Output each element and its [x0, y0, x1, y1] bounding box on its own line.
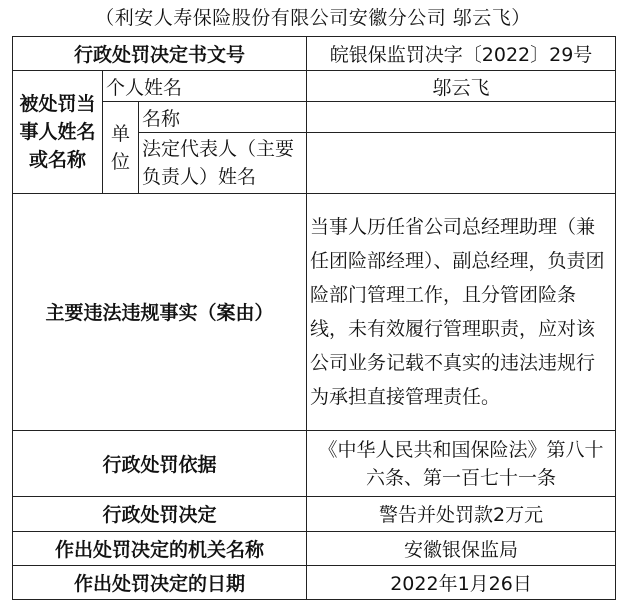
individual-name-label: 个人姓名 — [103, 71, 307, 102]
penalty-table — [12, 36, 616, 600]
legal-rep-value — [307, 133, 616, 193]
unit-name-label: 名称 — [139, 102, 307, 133]
row-doc-number — [13, 37, 616, 71]
row-decision — [13, 497, 616, 531]
document-caption: （利安人寿保险股份有限公司安徽分公司 邬云飞） — [95, 7, 531, 29]
facts-value: 当事人历任省公司总经理助理（兼任团险部经理）、副总经理，负责团险部门管理工作，且分管团险条线，未有效履行管理职责，应对该公司业务记载不真实的违法违规行为承担直接管理责任。 — [307, 193, 616, 430]
authority-value: 安徽银保监局 — [307, 531, 616, 565]
row-unit-name — [13, 102, 616, 133]
row-individual — [13, 71, 616, 102]
decision-label: 行政处罚决定 — [13, 497, 307, 531]
basis-label: 行政处罚依据 — [13, 431, 307, 497]
date-label: 作出处罚决定的日期 — [13, 565, 307, 599]
decision-value: 警告并处罚款2万元 — [307, 497, 616, 531]
doc-number-label: 行政处罚决定书文号 — [13, 37, 307, 71]
date-value: 2022年1月26日 — [307, 565, 616, 599]
legal-rep-label: 法定代表人（主要负责人）姓名 — [139, 133, 307, 193]
doc-number-value: 皖银保监罚决字〔2022〕29号 — [307, 37, 616, 71]
unit-name-value — [307, 102, 616, 133]
basis-value: 《中华人民共和国保险法》第八十六条、第一百七十一条 — [307, 431, 616, 497]
row-authority — [13, 531, 616, 565]
facts-label: 主要违法违规事实（案由） — [13, 193, 307, 430]
party-label: 被处罚当事人姓名或名称 — [13, 71, 103, 194]
row-basis — [13, 431, 616, 497]
row-date — [13, 565, 616, 599]
row-facts — [13, 193, 616, 430]
individual-name-value: 邬云飞 — [307, 71, 616, 102]
unit-label: 单位 — [103, 102, 139, 193]
authority-label: 作出处罚决定的机关名称 — [13, 531, 307, 565]
